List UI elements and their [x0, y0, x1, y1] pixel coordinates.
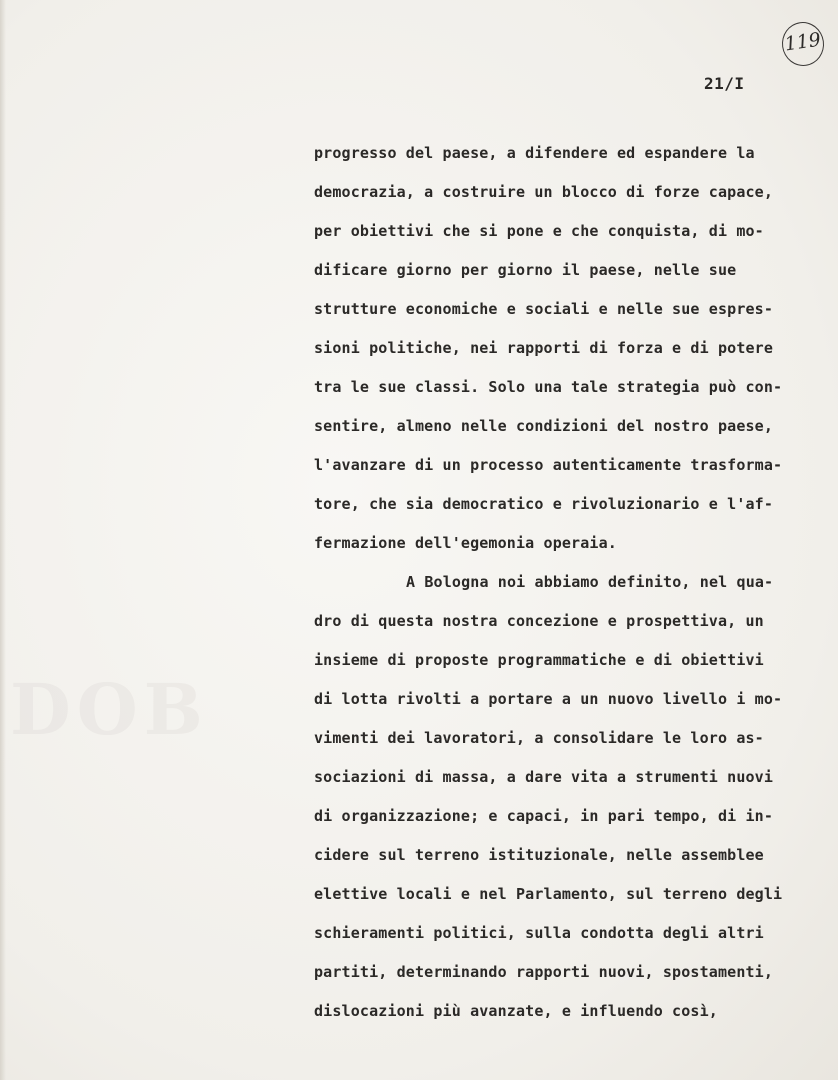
- text-line: partiti, determinando rapporti nuovi, spostamenti,: [314, 963, 774, 981]
- show-through-texture: DOB: [10, 668, 209, 751]
- text-line: fermazione dell'egemonia operaia.: [314, 534, 617, 552]
- text-line: democrazia, a costruire un blocco di forze capace,: [314, 183, 774, 201]
- text-line: vimenti dei lavoratori, a consolidare le loro as-: [314, 729, 764, 747]
- text-line: dro di questa nostra concezione e prospettiva, un: [314, 612, 764, 630]
- text-line: dificare giorno per giorno il paese, nelle sue: [314, 261, 737, 279]
- text-line: sociazioni di massa, a dare vita a strumenti nuovi: [314, 768, 774, 786]
- text-line: elettive locali e nel Parlamento, sul terreno degli: [314, 885, 783, 903]
- text-line: sioni politiche, nei rapporti di forza e di potere: [314, 339, 774, 357]
- text-line: progresso del paese, a difendere ed espandere la: [314, 144, 755, 162]
- page-edge-shadow: [0, 0, 6, 1080]
- text-line: dislocazioni più avanzate, e influendo così,: [314, 1002, 718, 1020]
- text-line: per obiettivi che si pone e che conquista, di mo-: [314, 222, 764, 240]
- page-stamp: [779, 19, 827, 68]
- text-line: schieramenti politici, sulla condotta degli altri: [314, 924, 764, 942]
- document-body: [314, 138, 834, 1035]
- text-line: tra le sue classi. Solo una tale strategia può con-: [314, 378, 783, 396]
- text-line: di lotta rivolti a portare a un nuovo livello i mo-: [314, 690, 783, 708]
- text-line: insieme di proposte programmatiche e di obiettivi: [314, 651, 764, 669]
- text-line: sentire, almeno nelle condizioni del nostro paese,: [314, 417, 774, 435]
- text-line: A Bologna noi abbiamo definito, nel qua-: [406, 573, 774, 591]
- text-line: tore, che sia democratico e rivoluzionario e l'af-: [314, 495, 774, 513]
- text-line: strutture economiche e sociali e nelle sue espres-: [314, 300, 774, 318]
- text-line: di organizzazione; e capaci, in pari tempo, di in-: [314, 807, 774, 825]
- page-number: 21/I: [704, 74, 745, 93]
- text-line: cidere sul terreno istituzionale, nelle assemblee: [314, 846, 764, 864]
- text-line: l'avanzare di un processo autenticamente trasforma-: [314, 456, 783, 474]
- stamp-number: 119: [783, 28, 823, 56]
